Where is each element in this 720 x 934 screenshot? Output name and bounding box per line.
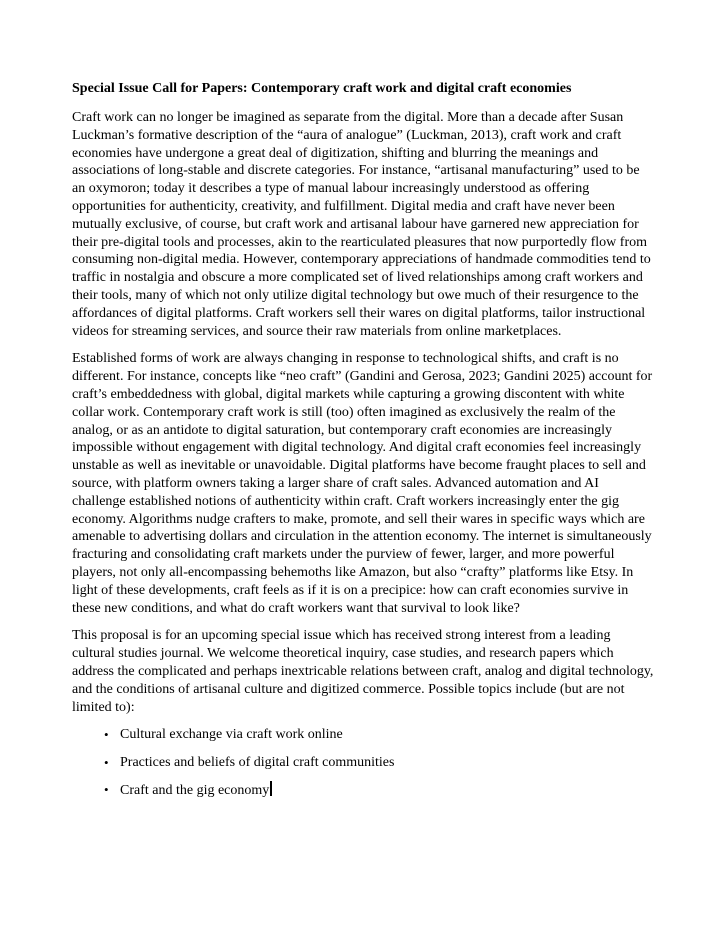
bullet-icon: • bbox=[104, 782, 109, 798]
list-item[interactable] bbox=[72, 781, 654, 800]
topics-list bbox=[72, 726, 654, 800]
list-item[interactable] bbox=[72, 726, 654, 744]
text-caret bbox=[270, 781, 272, 796]
bullet-icon: • bbox=[104, 754, 109, 770]
list-item-text bbox=[104, 782, 270, 799]
document-body[interactable] bbox=[72, 80, 654, 810]
list-item-text[interactable]: Practices and beliefs of digital craft communities bbox=[120, 754, 395, 770]
document-title[interactable]: Special Issue Call for Papers: Contemporary craft work and digital craft economies bbox=[72, 81, 572, 96]
paragraph-intro[interactable]: Craft work can no longer be imagined as separate from the digital. More than a decade after Susan Luckman’s formative description of the “aura of analogue” (Luckman, 2013), craft work and craft economies have undergone a great deal of digitization, shifting and blurring the meanings and associations of long-stable and discrete categories. For instance, “artisanal manufacturing” used to be an oxymoron; today it describes a type of manual labour increasingly understood as offering opportunities for authenticity, creativity, and fulfillment. Digital media and craft have never been mutually exclusive, of course, but craft work and artisanal labour have garnered new appreciation for their pre-digital tools and processes, akin to the rearticulated pleasures that now purportedly flow from consuming non-digital media. However, contemporary appreciations of handmade commodities tend to traffic in nostalgia and obscure a more complicated set of lived relationships among craft workers and their tools, many of which not only utilize digital technology but owe much of their resurgence to the affordances of digital platforms. Craft workers sell their wares on digital platforms, tailor instructional videos for streaming services, and source their raw materials from online marketplaces. bbox=[72, 110, 651, 339]
list-item-text[interactable]: Craft and the gig economy bbox=[120, 783, 270, 799]
list-item-text[interactable]: Cultural exchange via craft work online bbox=[120, 727, 343, 743]
paragraph-proposal[interactable]: This proposal is for an upcoming special issue which has received strong interest from a leading cultural studies journal. We welcome theoretical inquiry, case studies, and research papers which address the complicated and perhaps inextricable relations between craft, analog and digital technology, and the conditions of artisanal culture and digitized commerce. Possible topics include (but are not limited to): bbox=[72, 628, 654, 715]
list-item[interactable] bbox=[72, 754, 654, 772]
paragraph-established-forms[interactable]: Established forms of work are always changing in response to technological shifts, and craft is no different. For instance, concepts like “neo craft” (Gandini and Gerosa, 2023; Gandini 2025) account for craft’s embeddedness with global, digital markets while capturing a growing discontent with white collar work. Contemporary craft work is still (too) often imagined as exclusively the realm of the analog, or as an antidote to digital saturation, but contemporary craft economies are increasingly impossible without engagement with digital technology. And digital craft economies feel increasingly unstable as well as inevitable or unavoidable. Digital platforms have become fraught places to sell and source, with platform owners taking a larger share of craft sales. Advanced automation and AI challenge established notions of authenticity within craft. Craft workers increasingly enter the gig economy. Algorithms nudge crafters to make, promote, and sell their wares in specific ways which are amenable to advertising dollars and circulation in the attention economy. The internet is simultaneously fracturing and consolidating craft markets under the purview of fewer, larger, and more powerful players, not only all-encompassing behemoths like Amazon, but also “crafty” platforms like Etsy. In light of these developments, craft feels as if it is on a precipice: how can craft economies survive in these new conditions, and what do craft workers want that survival to look like? bbox=[72, 351, 653, 616]
bullet-icon: • bbox=[104, 727, 109, 743]
